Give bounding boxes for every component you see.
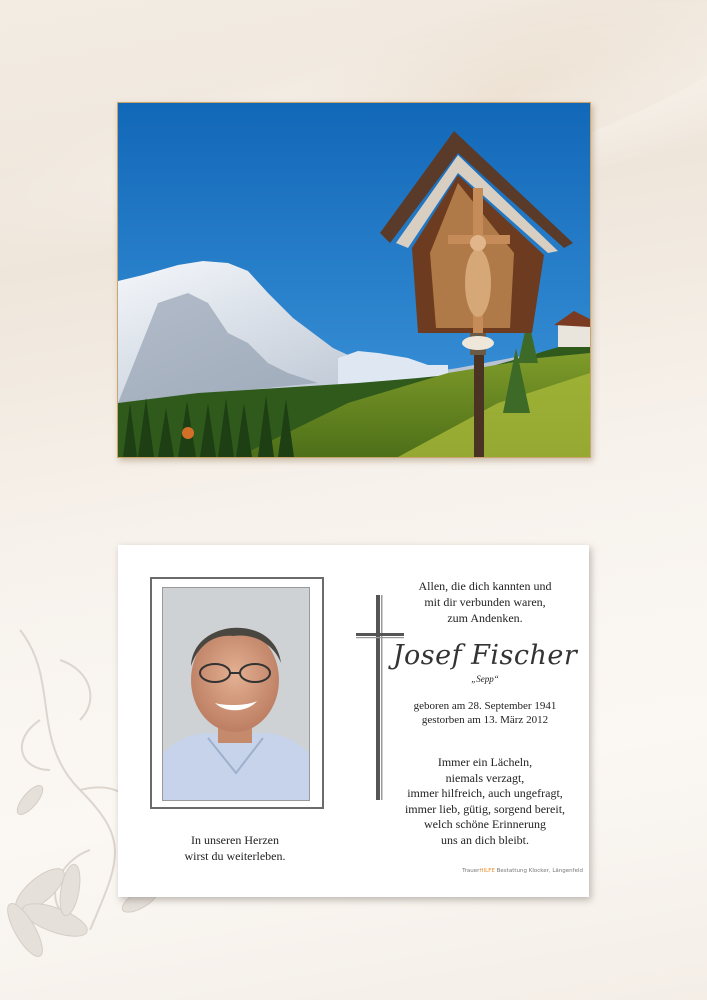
brand-hilfe: HILFE <box>479 868 495 874</box>
brand-trauer: Trauer <box>462 868 480 874</box>
portrait-image <box>163 588 309 800</box>
landscape-photo <box>117 102 591 458</box>
poem-line4: immer lieb, gütig, sorgend bereit, <box>404 801 566 816</box>
birth-date: geboren am 28. September 1941 <box>413 700 557 712</box>
funeral-home-credit <box>418 868 583 874</box>
left-verse-line1: In unseren Herzen <box>191 833 279 847</box>
wayside-cross-image <box>118 103 590 457</box>
intro-line1: Allen, die dich kannten und <box>418 579 552 593</box>
poem-line1: Immer ein Lächeln, <box>437 755 533 769</box>
memorial-card <box>118 545 589 897</box>
life-dates <box>390 699 580 727</box>
poem-line5: welch schöne Erinnerung <box>424 817 546 831</box>
funeral-home-name: Bestattung Klocker, Längenfeld <box>494 868 583 874</box>
deceased-name: Josef Fischer <box>392 640 578 671</box>
death-date: gestorben am 13. März 2012 <box>421 714 549 726</box>
deceased-nickname: „Sepp“ <box>471 674 499 684</box>
intro-line2: mit dir verbunden waren, <box>424 595 546 609</box>
left-verse <box>150 832 320 864</box>
poem <box>390 755 580 848</box>
poem-line6: uns an dich bleibt. <box>441 832 529 847</box>
left-verse-line2: wirst du weiterleben. <box>184 849 286 863</box>
intro-line3: zum Andenken. <box>447 611 523 625</box>
portrait-frame <box>150 577 324 809</box>
poem-line2: niemals verzagt, <box>445 770 525 785</box>
poem-line3: immer hilfreich, auch ungefragt, <box>407 786 563 800</box>
intro-text <box>390 578 580 626</box>
portrait-photo <box>162 587 310 801</box>
